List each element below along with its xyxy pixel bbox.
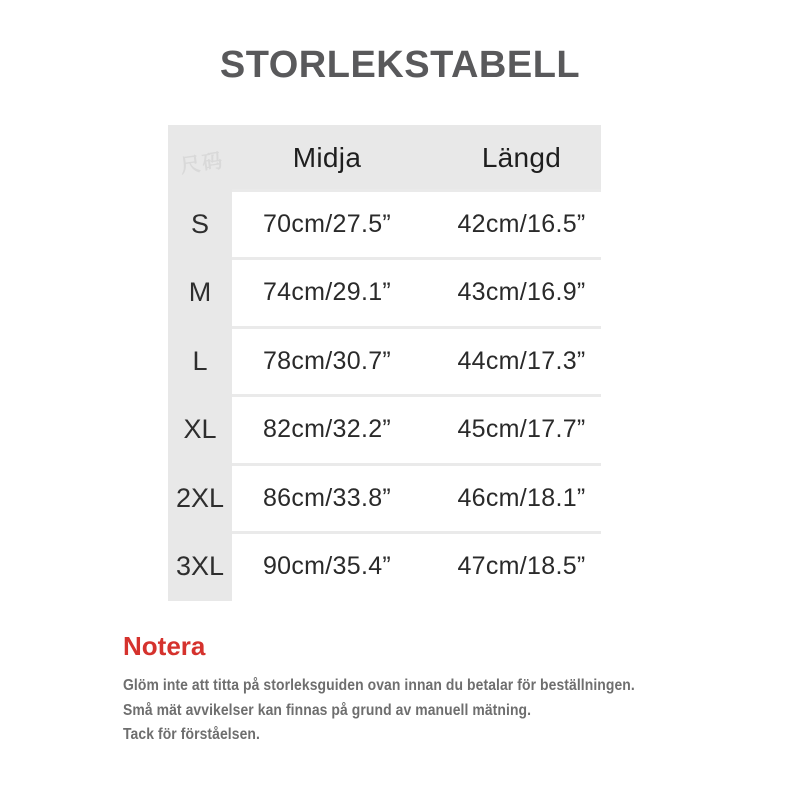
size-label: M [168, 259, 232, 328]
table-row [168, 327, 601, 396]
midja-value: 86cm/33.8” [262, 483, 392, 512]
size-label: S [168, 190, 232, 259]
midja-value: 70cm/27.5” [262, 209, 392, 238]
page-title: STORLEKSTABELL [219, 44, 581, 86]
column-header-midja: Midja [292, 141, 362, 173]
table-row [168, 533, 601, 602]
column-header-langd: Längd [481, 141, 562, 173]
langd-value: 42cm/16.5” [457, 209, 586, 238]
note-line: Glöm inte att titta på storleksguiden ovan innan du betalar för beställningen. [123, 677, 635, 694]
langd-value: 45cm/17.7” [457, 415, 586, 444]
size-label: L [168, 327, 232, 396]
langd-value: 47cm/18.5” [457, 552, 586, 581]
table-row [168, 259, 601, 328]
note-line: Små mät avvikelser kan finnas på grund av manuell mätning. [123, 701, 532, 719]
note-line: Tack för förståelsen. [123, 726, 260, 743]
watermark-text: 尺码 [179, 150, 226, 178]
midja-value: 90cm/35.4” [262, 552, 392, 581]
table-header-row [168, 125, 601, 190]
langd-value: 44cm/17.3” [457, 346, 586, 375]
table-row [168, 396, 601, 465]
midja-value: 78cm/30.7” [262, 346, 392, 375]
midja-value: 82cm/32.2” [262, 415, 392, 444]
langd-value: 46cm/18.1” [457, 483, 586, 512]
note-section [123, 631, 783, 748]
size-label: 3XL [168, 533, 232, 602]
size-label: 2XL [168, 464, 232, 533]
size-label: XL [168, 396, 232, 465]
langd-value: 43cm/16.9” [457, 278, 586, 307]
size-table [168, 125, 601, 601]
table-row [168, 190, 601, 259]
table-row [168, 464, 601, 533]
note-heading: Notera [123, 631, 206, 661]
table-corner-cell [168, 125, 232, 190]
midja-value: 74cm/29.1” [262, 278, 392, 307]
